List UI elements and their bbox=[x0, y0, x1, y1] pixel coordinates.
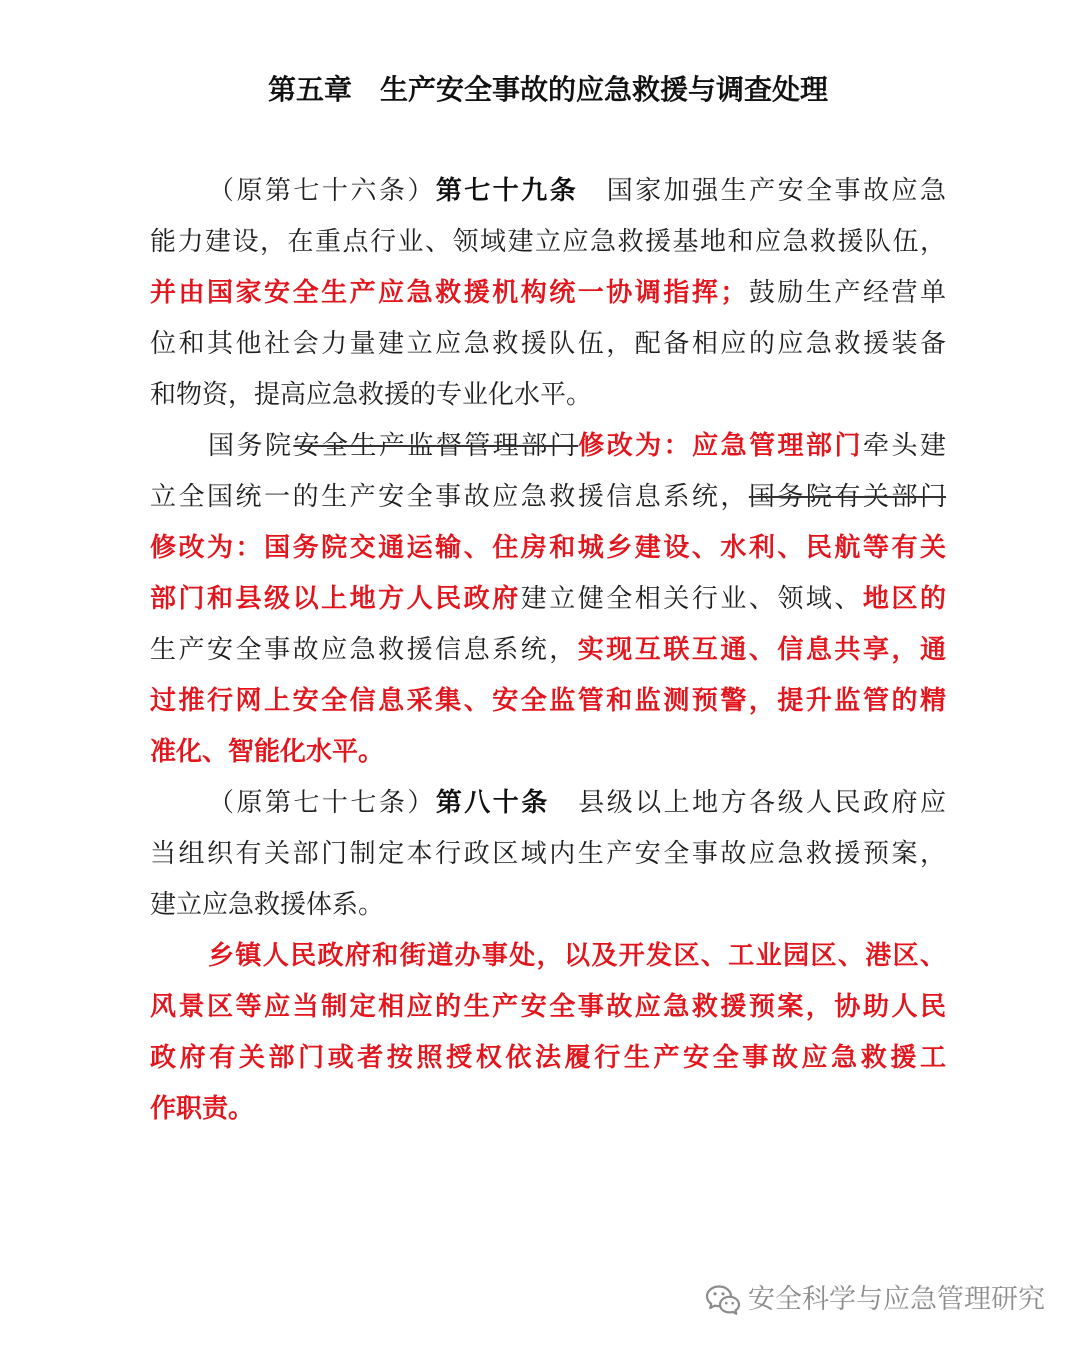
deleted-text: 安全生产监督管理部门 bbox=[293, 431, 579, 461]
inserted-text: 作职责。 bbox=[150, 1094, 255, 1124]
original-article-ref: （原第七十七条） bbox=[208, 788, 436, 818]
inserted-text: 地区的 bbox=[862, 584, 946, 614]
plain-text: 县级以上地方各级人民政府应 bbox=[549, 788, 946, 818]
plain-text: 当组织有关部门制定本行政区域内生产安全事故应急救援预案， bbox=[150, 839, 946, 869]
plain-text: 建立健全相关行业、领域、 bbox=[520, 584, 863, 614]
text-line bbox=[150, 880, 946, 931]
text-line bbox=[150, 421, 946, 472]
article-number: 第八十条 bbox=[435, 788, 550, 818]
chapter-title: 第五章 生产安全事故的应急救援与调查处理 bbox=[267, 73, 828, 106]
inserted-text: 实现互联互通、信息共享，通 bbox=[577, 635, 946, 665]
text-line bbox=[150, 472, 946, 523]
paragraph-info-system bbox=[150, 421, 946, 778]
plain-text: 牵头建 bbox=[863, 431, 946, 461]
paragraph-article-80 bbox=[150, 778, 946, 931]
watermark bbox=[704, 1282, 1045, 1318]
plain-text: 国务院 bbox=[208, 431, 294, 461]
text-line bbox=[150, 676, 946, 727]
document-body bbox=[150, 166, 946, 1135]
text-line bbox=[150, 319, 946, 370]
text-line bbox=[150, 574, 946, 625]
text-line bbox=[150, 931, 946, 982]
inserted-text: 准化、智能化水平。 bbox=[150, 737, 385, 767]
text-line bbox=[150, 268, 946, 319]
inserted-text: 乡镇人民政府和街道办事处，以及开发区、工业园区、港区、 bbox=[208, 941, 946, 971]
plain-text: 国家加强生产安全事故应急 bbox=[578, 176, 946, 206]
plain-text: 建立应急救援体系。 bbox=[150, 890, 385, 920]
text-line bbox=[150, 829, 946, 880]
text-line bbox=[150, 1084, 946, 1135]
inserted-text: 过推行网上安全信息采集、安全监管和监测预警，提升监管的精 bbox=[150, 686, 946, 716]
text-line bbox=[150, 166, 946, 217]
inserted-text: 并由国家安全生产应急救援机构统一协调指挥； bbox=[150, 278, 747, 308]
plain-text: 鼓励生产经营单 bbox=[746, 278, 946, 308]
paragraph-article-79 bbox=[150, 166, 946, 421]
text-line bbox=[150, 523, 946, 574]
inserted-text: 修改为：应急管理部门 bbox=[578, 431, 863, 461]
text-line bbox=[150, 217, 946, 268]
text-line bbox=[150, 778, 946, 829]
text-line bbox=[150, 1033, 946, 1084]
text-line bbox=[150, 727, 946, 778]
plain-text: 和物资，提高应急救援的专业化水平。 bbox=[150, 380, 593, 410]
text-line bbox=[150, 982, 946, 1033]
wechat-icon bbox=[704, 1283, 742, 1317]
text-line bbox=[150, 370, 946, 421]
inserted-text: 风景区等应当制定相应的生产安全事故应急救援预案，协助人民 bbox=[150, 992, 946, 1022]
plain-text: 生产安全事故应急救援信息系统， bbox=[150, 635, 578, 665]
inserted-text: 政府有关部门或者按照授权依法履行生产安全事故应急救援工 bbox=[150, 1043, 946, 1073]
paragraph-township-plans bbox=[150, 931, 946, 1135]
inserted-text: 部门和县级以上地方人民政府 bbox=[150, 584, 521, 614]
plain-text: 立全国统一的生产安全事故应急救援信息系统， bbox=[150, 482, 749, 512]
watermark-text: 安全科学与应急管理研究 bbox=[748, 1284, 1045, 1315]
inserted-text: 修改为：国务院交通运输、住房和城乡建设、水利、民航等有关 bbox=[150, 533, 946, 563]
deleted-text: 国务院有关部门 bbox=[748, 482, 946, 512]
original-article-ref: （原第七十六条） bbox=[208, 176, 436, 206]
text-line bbox=[150, 625, 946, 676]
plain-text: 位和其他社会力量建立应急救援队伍，配备相应的应急救援装备 bbox=[150, 329, 946, 359]
article-number: 第七十九条 bbox=[435, 176, 579, 206]
plain-text: 能力建设，在重点行业、领域建立应急救援基地和应急救援队伍， bbox=[150, 227, 946, 257]
